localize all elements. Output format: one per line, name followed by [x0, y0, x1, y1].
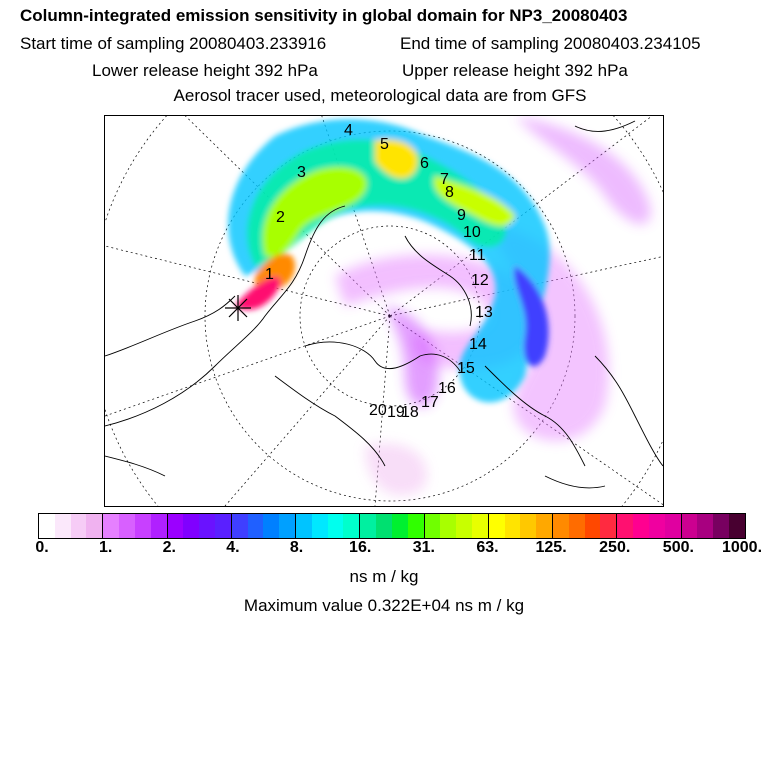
day-label: 1	[265, 266, 274, 283]
colorbar-segment	[600, 514, 616, 538]
colorbar-segment	[86, 514, 102, 538]
map-panel	[104, 115, 664, 507]
upper-release-height-label: Upper release height 392 hPa	[402, 61, 628, 80]
day-label: 18	[401, 404, 419, 421]
colorbar-segment	[440, 514, 456, 538]
colorbar-segment	[119, 514, 135, 538]
day-label: 12	[471, 272, 489, 289]
day-label: 9	[457, 207, 466, 224]
colorbar-tick-label: 1.	[98, 539, 113, 556]
colorbar-segment	[376, 514, 392, 538]
colorbar-tick-label: 4.	[226, 539, 240, 556]
day-label: 17	[421, 394, 439, 411]
colorbar-segment	[279, 514, 295, 538]
colorbar-segment	[135, 514, 151, 538]
colorbar-segment	[505, 514, 521, 538]
colorbar-segment	[713, 514, 729, 538]
colorbar-segment	[215, 514, 231, 538]
day-label: 16	[438, 380, 456, 397]
colorbar-tick-label: 1000.	[721, 539, 763, 556]
colorbar-segment	[343, 514, 359, 538]
colorbar-units: ns m / kg	[349, 567, 419, 586]
day-label: 10	[463, 224, 481, 241]
day-label: 19	[387, 404, 405, 421]
colorbar-tick-label: 2.	[162, 539, 176, 556]
colorbar-segment	[681, 514, 698, 538]
colorbar-segment	[102, 514, 119, 538]
colorbar-segment	[295, 514, 312, 538]
colorbar-segment	[231, 514, 248, 538]
colorbar-segment	[552, 514, 569, 538]
start-time-label: Start time of sampling 20080403.233916	[20, 34, 327, 53]
lower-release-height-label: Lower release height 392 hPa	[92, 61, 318, 80]
colorbar-segment	[55, 514, 71, 538]
day-label: 8	[445, 184, 454, 201]
colorbar	[38, 513, 746, 539]
colorbar-segment	[456, 514, 472, 538]
day-label: 5	[380, 136, 389, 153]
colorbar-segment	[616, 514, 633, 538]
colorbar-segment	[408, 514, 424, 538]
colorbar-tick-label: 125.	[535, 539, 567, 556]
plot-title: Column-integrated emission sensitivity in global domain for NP3_20080403	[20, 6, 628, 25]
colorbar-segment	[665, 514, 681, 538]
day-label: 4	[344, 122, 353, 139]
colorbar-segment	[585, 514, 601, 538]
colorbar-segment	[633, 514, 649, 538]
day-label: 2	[276, 209, 285, 226]
day-label: 3	[297, 164, 306, 181]
colorbar-segment	[328, 514, 344, 538]
tracer-info-label: Aerosol tracer used, meteorological data are from GFS	[173, 86, 587, 105]
day-label: 11	[469, 247, 486, 264]
colorbar-segment	[312, 514, 328, 538]
colorbar-segment	[167, 514, 184, 538]
colorbar-segment	[359, 514, 376, 538]
colorbar-tick-label: 63.	[476, 539, 499, 556]
day-label: 15	[457, 360, 475, 377]
colorbar-tick-label: 250.	[599, 539, 631, 556]
colorbar-segment	[649, 514, 665, 538]
colorbar-segment	[151, 514, 167, 538]
colorbar-tick-label: 16.	[349, 539, 372, 556]
colorbar-segment	[729, 514, 745, 538]
colorbar-segment	[199, 514, 215, 538]
colorbar-segment	[392, 514, 408, 538]
colorbar-segment	[536, 514, 552, 538]
day-label: 20	[369, 402, 387, 419]
colorbar-tick-label: 500.	[662, 539, 694, 556]
day-label: 14	[469, 336, 487, 353]
colorbar-segment	[520, 514, 536, 538]
end-time-label: End time of sampling 20080403.234105	[400, 34, 701, 53]
colorbar-segment	[488, 514, 505, 538]
colorbar-segment	[71, 514, 87, 538]
colorbar-segment	[569, 514, 585, 538]
colorbar-segment	[697, 514, 713, 538]
day-label: 6	[420, 155, 429, 172]
colorbar-tick-label: 0.	[35, 539, 49, 556]
colorbar-segment	[472, 514, 488, 538]
colorbar-segment	[263, 514, 279, 538]
colorbar-segment	[248, 514, 264, 538]
day-label: 7	[440, 171, 449, 188]
colorbar-tick-label: 8.	[289, 539, 304, 556]
colorbar-tick-label: 31.	[412, 539, 435, 556]
colorbar-segment	[39, 514, 55, 538]
day-label: 13	[475, 304, 493, 321]
map-canvas	[105, 116, 663, 506]
colorbar-segment	[183, 514, 199, 538]
colorbar-segment	[424, 514, 441, 538]
maximum-value-label: Maximum value 0.322E+04 ns m / kg	[243, 596, 525, 615]
